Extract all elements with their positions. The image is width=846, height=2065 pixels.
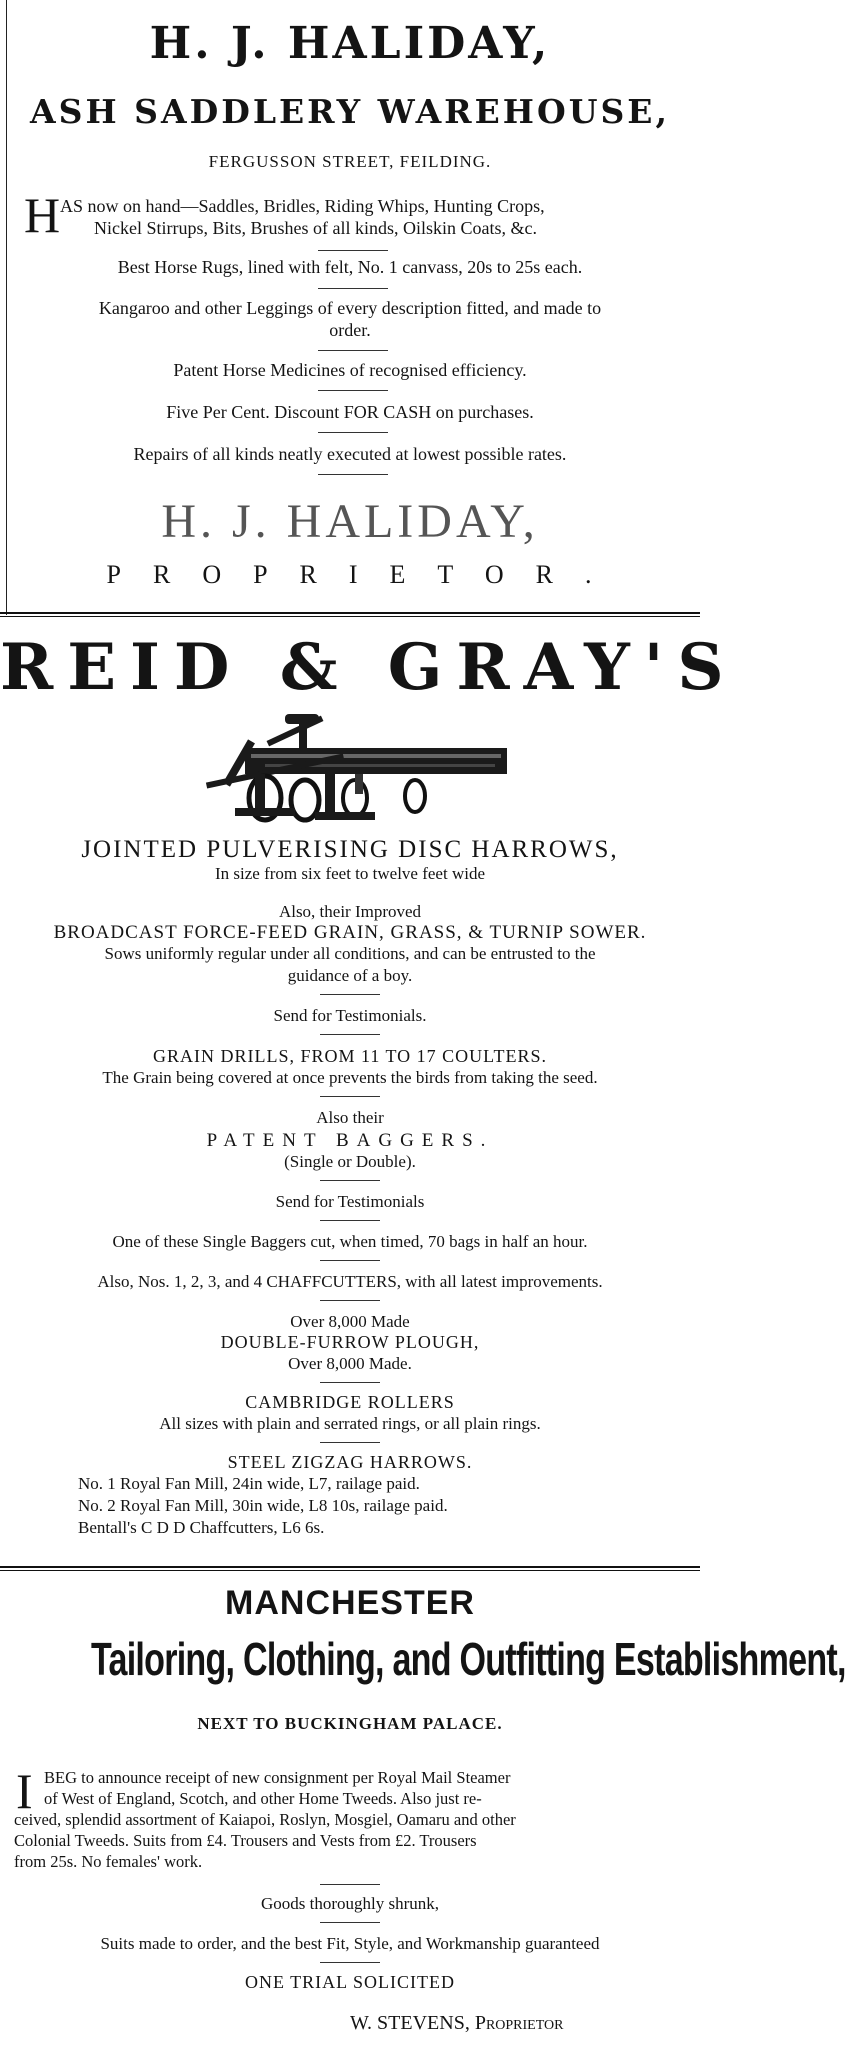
divider bbox=[320, 1180, 380, 1181]
divider bbox=[318, 390, 388, 391]
manchester-shrunk: Goods thoroughly shrunk, bbox=[260, 1894, 440, 1913]
haliday-subtitle: ASH SADDLERY WAREHOUSE, bbox=[30, 92, 670, 131]
over-made: Over 8,000 Made. bbox=[288, 1354, 412, 1373]
manchester-paragraph-line: ceived, splendid assortment of Kaiapoi, Roslyn, Mosgiel, Oamaru and other bbox=[14, 1810, 516, 1829]
divider bbox=[318, 288, 388, 289]
divider bbox=[318, 474, 388, 475]
divider bbox=[320, 1260, 380, 1261]
haliday-title: H. J. HALIDAY, bbox=[149, 18, 551, 69]
testimonials-note: Send for Testimonials. bbox=[273, 1006, 427, 1025]
divider bbox=[318, 250, 388, 251]
baggers-note: One of these Single Baggers cut, when timed, 70 bags in half an hour. bbox=[112, 1232, 588, 1251]
fan-mill-line: No. 1 Royal Fan Mill, 24in wide, L7, railage paid. bbox=[78, 1474, 420, 1493]
manchester-suits: Suits made to order, and the best Fit, Style, and Workmanship guaranteed bbox=[100, 1934, 600, 1953]
haliday-rugs: Best Horse Rugs, lined with felt, No. 1 canvass, 20s to 25s each. bbox=[117, 257, 583, 277]
disc-harrow-illustration bbox=[205, 708, 515, 824]
manchester-trial: ONE TRIAL SOLICITED bbox=[245, 1972, 455, 1992]
divider bbox=[320, 994, 380, 995]
sower-title: BROADCAST FORCE-FEED GRAIN, GRASS, & TURNIP SOWER. bbox=[53, 922, 647, 943]
haliday-discount: Five Per Cent. Discount FOR CASH on purchases. bbox=[166, 402, 534, 422]
manchester-paragraph-line: of West of England, Scotch, and other Home Tweeds. Also just re- bbox=[44, 1789, 482, 1808]
section-rule bbox=[0, 1566, 700, 1568]
section-rule bbox=[0, 1570, 700, 1571]
divider bbox=[320, 1034, 380, 1035]
fan-mill-line: No. 2 Royal Fan Mill, 30in wide, L8 10s, railage paid. bbox=[78, 1496, 448, 1515]
divider bbox=[320, 1220, 380, 1221]
manchester-signature bbox=[350, 2012, 563, 2035]
haliday-repairs: Repairs of all kinds neatly executed at lowest possible rates. bbox=[133, 444, 567, 464]
divider bbox=[320, 1382, 380, 1383]
signature-role: Proprietor bbox=[474, 2012, 564, 2034]
divider bbox=[320, 1962, 380, 1963]
manchester-subtitle: Tailoring, Clothing, and Outfitting Establishment, bbox=[91, 1633, 846, 1685]
divider bbox=[320, 1442, 380, 1443]
harrows-title: JOINTED PULVERISING DISC HARROWS, bbox=[81, 836, 619, 863]
over-made: Over 8,000 Made bbox=[290, 1312, 410, 1331]
haliday-drop-cap: H bbox=[24, 187, 61, 243]
manchester-paragraph-line: BEG to announce receipt of new consignment per Royal Mail Steamer bbox=[44, 1768, 511, 1787]
zigzag-title: STEEL ZIGZAG HARROWS. bbox=[227, 1452, 473, 1472]
divider bbox=[318, 432, 388, 433]
haliday-signature: H. J. HALIDAY, bbox=[161, 495, 539, 548]
sower-line: guidance of a boy. bbox=[287, 966, 413, 985]
sower-line: Sows uniformly regular under all conditions, and can be entrusted to the bbox=[104, 944, 596, 963]
divider bbox=[320, 1884, 380, 1885]
manchester-title: MANCHESTER bbox=[225, 1584, 475, 1622]
rollers-desc: All sizes with plain and serrated rings, or all plain rings. bbox=[159, 1414, 541, 1433]
signature-name: W. STEVENS, bbox=[350, 2012, 470, 2034]
drills-title: GRAIN DRILLS, FROM 11 TO 17 COULTERS. bbox=[152, 1046, 548, 1066]
haliday-medicines: Patent Horse Medicines of recognised efficiency. bbox=[173, 360, 527, 380]
haliday-leggings-line: order. bbox=[329, 320, 371, 340]
also-their: Also their bbox=[316, 1108, 384, 1127]
chaffcutters: Also, Nos. 1, 2, 3, and 4 CHAFFCUTTERS, with all latest improvements. bbox=[97, 1272, 603, 1291]
manchester-paragraph-line: Colonial Tweeds. Suits from £4. Trousers and Vests from £2. Trousers bbox=[14, 1831, 477, 1850]
divider bbox=[320, 1922, 380, 1923]
section-rule bbox=[0, 612, 700, 614]
haliday-intro-line: AS now on hand—Saddles, Bridles, Riding Whips, Hunting Crops, bbox=[60, 196, 545, 216]
baggers-title: PATENT BAGGERS. bbox=[206, 1130, 494, 1151]
drills-desc: The Grain being covered at once prevents the birds from taking the seed. bbox=[102, 1068, 598, 1087]
also-improved: Also, their Improved bbox=[278, 902, 422, 921]
harrows-size: In size from six feet to twelve feet wide bbox=[214, 864, 485, 883]
section-rule bbox=[0, 616, 700, 617]
haliday-address: FERGUSSON STREET, FEILDING. bbox=[208, 152, 492, 171]
haliday-proprietor: PROPRIETOR. bbox=[106, 560, 624, 589]
testimonials-note: Send for Testimonials bbox=[275, 1192, 425, 1211]
manchester-drop-cap: I bbox=[16, 1763, 33, 1819]
plough-title: DOUBLE-FURROW PLOUGH, bbox=[220, 1332, 480, 1352]
divider bbox=[318, 350, 388, 351]
reid-gray-title: REID & GRAY'S bbox=[0, 630, 738, 705]
rollers-title: CAMBRIDGE ROLLERS bbox=[245, 1392, 455, 1412]
haliday-leggings-line: Kangaroo and other Leggings of every description fitted, and made to bbox=[98, 298, 602, 318]
baggers-sub: (Single or Double). bbox=[284, 1152, 416, 1171]
divider bbox=[320, 1096, 380, 1097]
divider bbox=[320, 1300, 380, 1301]
bentall-line: Bentall's C D D Chaffcutters, L6 6s. bbox=[78, 1518, 325, 1537]
manchester-paragraph-line: from 25s. No females' work. bbox=[14, 1852, 203, 1871]
haliday-intro-line: Nickel Stirrups, Bits, Brushes of all kinds, Oilskin Coats, &c. bbox=[94, 218, 537, 238]
manchester-location: NEXT TO BUCKINGHAM PALACE. bbox=[197, 1714, 503, 1733]
